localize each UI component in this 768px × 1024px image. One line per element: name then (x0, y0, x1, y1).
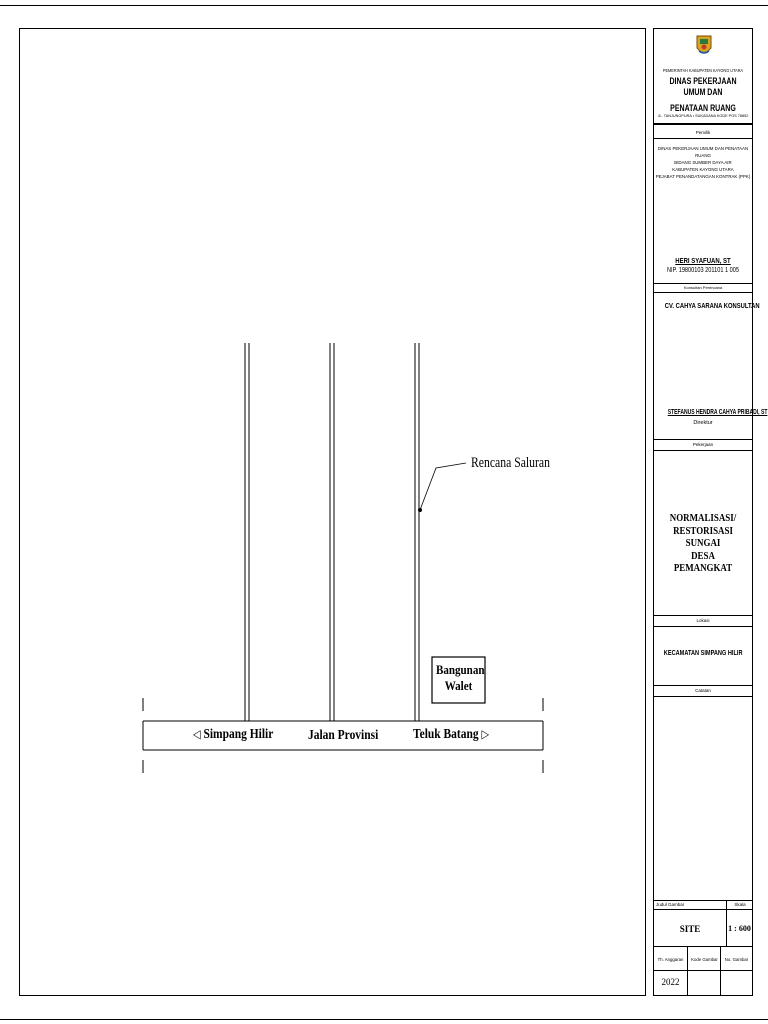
work-section-label: Pekerjaan (692, 442, 714, 447)
drawing-title-value: SITE (679, 924, 701, 934)
divider (654, 900, 752, 901)
arrow-left-icon: ◁ (193, 727, 201, 741)
divider (654, 283, 752, 284)
consultant-section-label: Konsultan Perencana (683, 285, 723, 290)
work-title-line3: DESA PEMANGKAT (673, 550, 733, 574)
work-title (661, 513, 744, 576)
location-section-label: Lokasi (696, 618, 710, 623)
director-name-text: STEFANUS HENDRA CAHYA PRIBADI, ST (667, 409, 768, 416)
road-right-label (413, 727, 489, 743)
channel-line-center (330, 343, 334, 721)
agency-name (665, 76, 741, 114)
regency-emblem-logo (695, 34, 713, 58)
channel-line-right (415, 343, 419, 721)
divider (654, 696, 752, 697)
road-left-text: Simpang Hilir (203, 727, 274, 742)
director-title: Direktur (693, 420, 713, 426)
divider (654, 946, 752, 947)
divider (654, 292, 752, 293)
divider (654, 626, 752, 627)
consultant-name: CV. CAHYA SARANA KONSULTAN (664, 301, 760, 310)
owner-line: KABUPATEN KAYONG UTARA (672, 167, 734, 172)
work-title-line2: RESTORISASI SUNGAI (673, 525, 733, 549)
divider (654, 450, 752, 451)
budget-year-label: Th. Anggaran (657, 957, 684, 962)
work-title-line1: NORMALISASI/ (669, 513, 737, 524)
divider (726, 900, 727, 946)
agency-address: JL. TANJUNGPURA • SUKADANA KODE POS 78852 (657, 114, 749, 118)
owner-section-label: Pemilik (695, 130, 711, 135)
owner-name-text: HERI SYAFUAN, ST (675, 256, 731, 265)
divider (654, 685, 752, 686)
drawing-no-label: No. Gambar (724, 957, 749, 962)
building-label-line1: Bangunan (435, 662, 485, 677)
agency-name-line2: PENATAAN RUANG (670, 103, 736, 113)
saluran-leader-dot (418, 508, 422, 512)
agency-header: PEMERINTAH KABUPATEN KAYONG UTARA (662, 68, 744, 73)
road-right-text: Teluk Batang (413, 727, 479, 742)
owner-name (664, 256, 742, 265)
divider (654, 615, 752, 616)
saluran-leader (420, 463, 466, 510)
rencana-saluran-label: Rencana Saluran (471, 455, 550, 471)
location-value: KECAMATAN SIMPANG HILIR (663, 650, 743, 657)
arrow-right-icon: ▷ (481, 727, 490, 741)
notes-section-label: Catatan (695, 688, 711, 693)
divider (654, 439, 752, 440)
channel-line-left (245, 343, 249, 721)
title-block (653, 28, 768, 996)
divider (654, 123, 752, 125)
owner-line: BIDANG SUMBER DAYA AIR (674, 160, 732, 165)
owner-line: PEJABAT PENANDATANGAN KONTRAK (PPK) (655, 174, 751, 179)
agency-name-line1: DINAS PEKERJAAN UMUM DAN (669, 76, 737, 97)
owner-line: DINAS PEKERJAAN UMUM DAN PENATAAN RUANG (657, 146, 749, 158)
divider (654, 138, 752, 139)
divider (654, 909, 752, 910)
divider (654, 970, 752, 971)
owner-nip: NIP. 19800103 201101 1 005 (666, 267, 740, 274)
road-center-label: Jalan Provinsi (308, 728, 379, 743)
building-label-line2: Walet (444, 678, 473, 693)
drawing-title-label: Judul Gambar (656, 902, 685, 907)
owner-lines (654, 145, 752, 180)
building-label (432, 662, 485, 694)
director-name (667, 409, 768, 416)
sheet-bottom-rule (0, 1019, 768, 1020)
scale-value: 1 : 600 (728, 924, 751, 933)
scale-label: Skala (734, 902, 746, 907)
budget-year-value: 2022 (661, 977, 680, 987)
road-left-label (193, 727, 273, 743)
drawing-code-label: Kode Gambar (691, 957, 718, 962)
